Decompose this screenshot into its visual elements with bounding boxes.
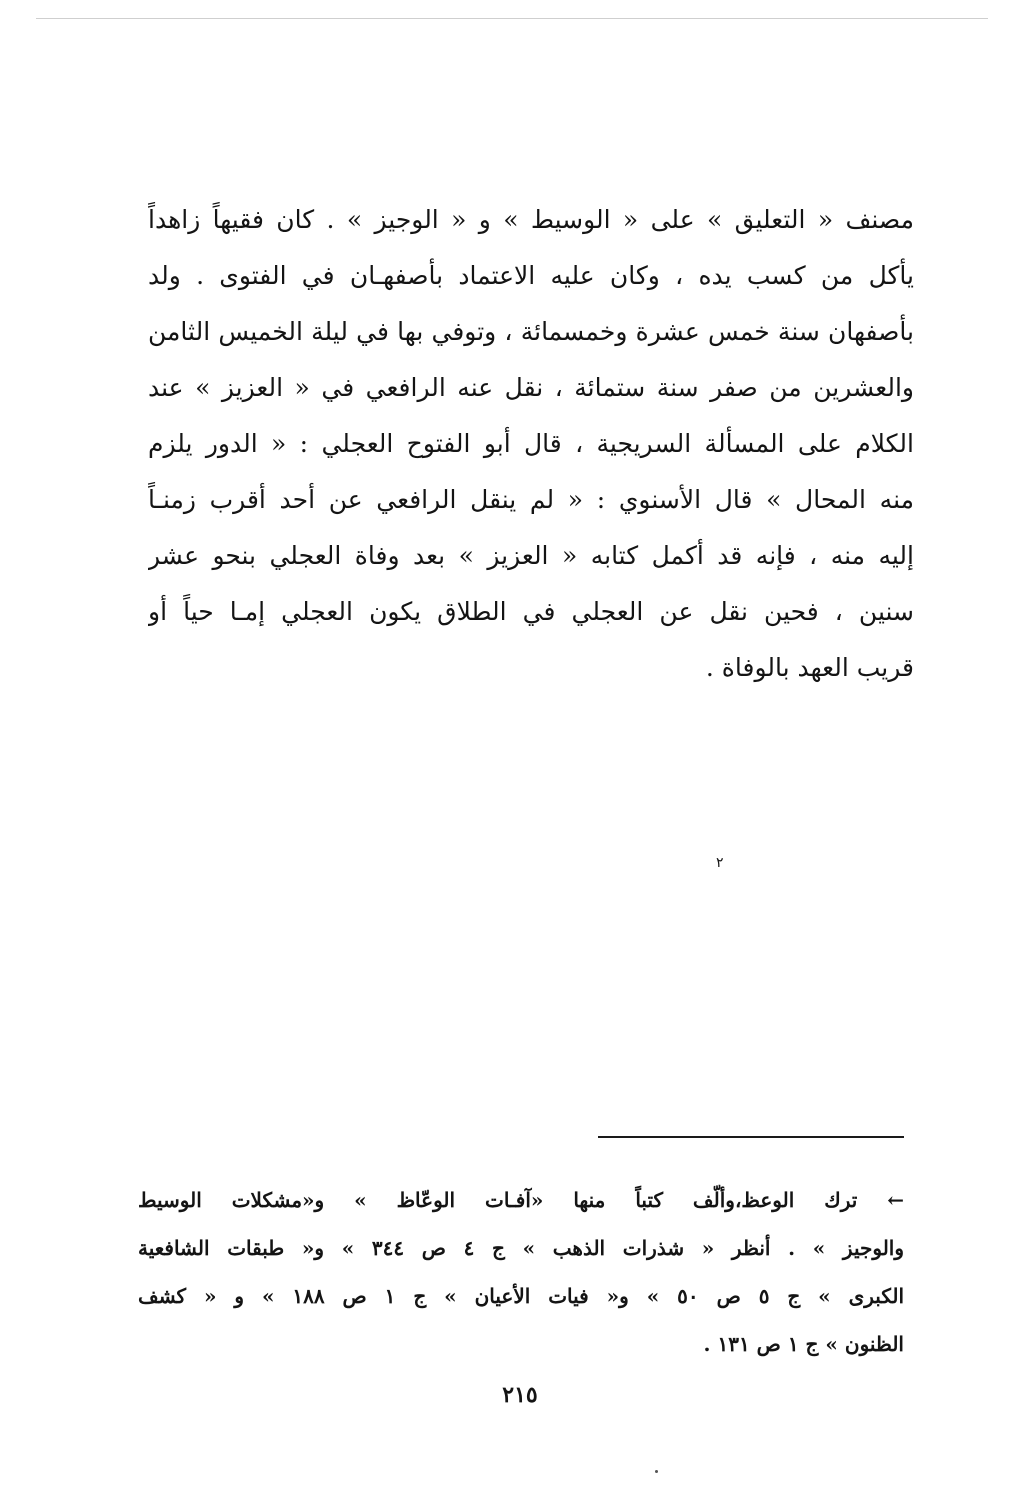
page-number: ٢١٥ <box>502 1382 538 1408</box>
print-speck <box>655 1470 658 1473</box>
text-line: مصنف « التعليق » على « الوسيط » و « الوجيز » . كان فقيهاً زاهداً <box>148 205 914 234</box>
footnote-line: والوجيز » . أنظر « شذرات الذهب » ج ٤ ص ٣٤٤ » و« طبقات الشافعية <box>138 1236 904 1260</box>
footnote-line: ← ترك الوعظ،وألّف كتباً منها «آفـات الوعّاظ » و«مشكلات الوسيط <box>138 1188 904 1212</box>
footnote-line: الكبرى » ج ٥ ص ٥٠ » و« فيات الأعيان » ج ١ ص ١٨٨ » و « كشف <box>138 1284 904 1308</box>
footnotes <box>138 1176 904 1368</box>
text-line: سنين ، فحين نقل عن العجلي في الطلاق يكون العجلي إمـا حياً أو <box>148 597 914 626</box>
text-line: يأكل من كسب يده ، وكان عليه الاعتماد بأصفهـان في الفتوى . ولد <box>148 261 914 290</box>
text-line: والعشرين من صفر سنة ستمائة ، نقل عنه الرافعي في « العزيز » عند <box>148 373 914 402</box>
text-line: إليه منه ، فإنه قد أكمل كتابه « العزيز » بعد وفاة العجلي بنحو عشر <box>148 541 914 570</box>
text-line: منه المحال » قال الأسنوي : « لم ينقل الرافعي عن أحد أقرب زمنـاً <box>148 485 914 514</box>
main-text <box>148 192 914 696</box>
top-border-line <box>36 18 988 19</box>
footnote-line: الظنون » ج ١ ص ١٣١ . <box>703 1332 904 1356</box>
text-line: بأصفهان سنة خمس عشرة وخمسمائة ، وتوفي بها في ليلة الخميس الثامن <box>148 317 914 346</box>
footnote-separator <box>598 1136 904 1138</box>
footnote-marker: ٢ <box>716 855 724 871</box>
text-line: الكلام على المسألة السريجية ، قال أبو الفتوح العجلي : « الدور يلزم <box>148 429 914 458</box>
text-line: قريب العهد بالوفاة . <box>705 653 914 682</box>
